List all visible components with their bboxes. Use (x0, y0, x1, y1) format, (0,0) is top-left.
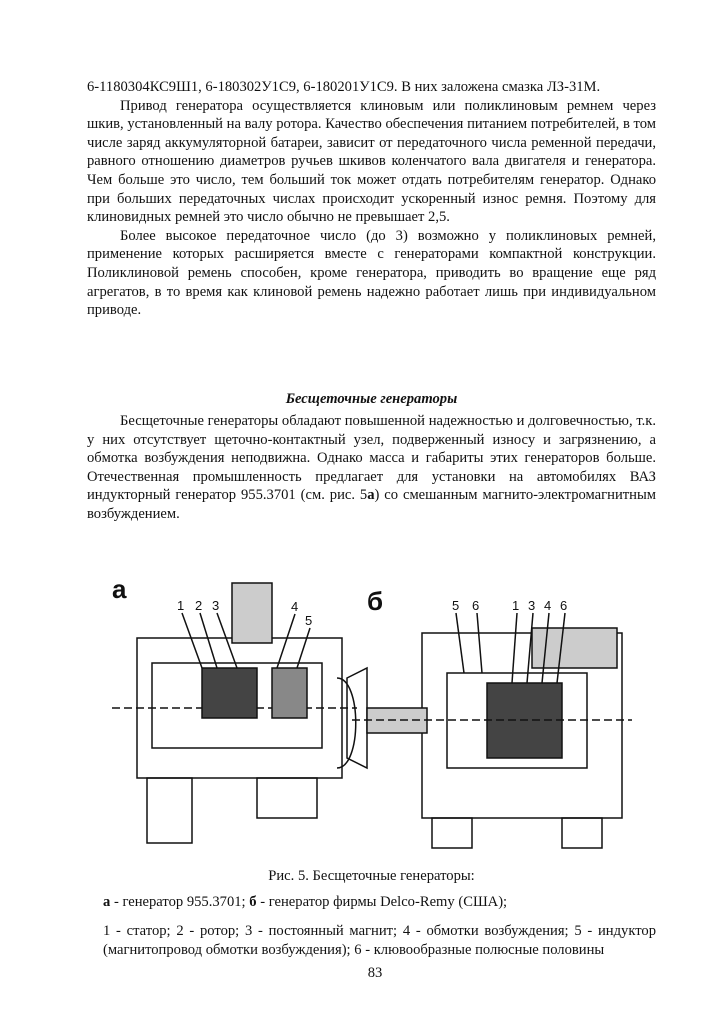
leader-a4 (277, 614, 295, 668)
section-heading: Бесщеточные генераторы (285, 391, 458, 407)
caption-variants (103, 894, 656, 911)
drawing-b (347, 613, 632, 848)
label-a-5: 5 (305, 613, 313, 628)
generator-a-terminal (232, 583, 272, 643)
paragraph-4 (87, 412, 656, 524)
generator-a-rotor (202, 668, 257, 718)
caption-text-a: - генератор 955.3701; (110, 894, 250, 910)
label-a-3: 3 (212, 598, 220, 613)
page-number: 83 (367, 965, 383, 981)
figure-ref-a: а (367, 487, 375, 504)
label-b-6: 6 (472, 598, 480, 613)
leader-a5 (297, 628, 310, 668)
generator-drawings (92, 568, 642, 858)
leader-b5 (456, 613, 464, 673)
leader-a2 (200, 613, 217, 668)
body-text (87, 78, 656, 320)
paragraph-4-part-c: ) со смешанным магнито-электромагнитным возбуждением. (87, 487, 656, 522)
leader-b6 (477, 613, 482, 673)
figure-label-b: б (367, 586, 384, 616)
paragraph-4-part-a: Бесщеточные генераторы обладают повышенной надежностью и долговечностью, т.к. у них отсутствует щеточно-контактный узел, подверженный износу и загрязнению, а обмотка возбуждения неподвижна. Однако масса и габариты этих генераторов больше. Отечественная промышленность предлагает для установки на автомобилях ВАЗ индукторный генератор 955.3701 (см. рис. 5 (87, 413, 656, 504)
label-b-1: 1 (512, 598, 520, 613)
caption-text-b: - генератор фирмы Delco-Remy (США); (256, 894, 508, 910)
caption-key-a: а (103, 894, 111, 910)
label-b-4: 4 (544, 598, 552, 613)
drawing-a (112, 583, 357, 843)
figure-caption: Рис. 5. Бесщеточные генераторы: (268, 868, 475, 884)
paragraph-2: Привод генератора осуществляется клиновым или поликлиновым ремнем через шкив, установленный на валу ротора. Качество обеспечения питанием потребителей, в том числе заряд аккумуляторной батареи, зависит от передаточного числа ременной передачи, равного отношению диаметров ручьев шкивов коленчатого вала двигателя и генератора. Чем больше это число, тем больший ток может отдать потребителям генератор. Однако при больших передаточных числах происходит ускоренный износ ремня. Поэтому для клиновидных ремней это число обычно не превышает 2,5. (87, 97, 656, 226)
paragraph-3: Более высокое передаточное число (до 3) возможно у поликлиновых ремней, применение которых расширяется вместе с генераторами компактной конструкции. Поликлиновой ремень способен, кроме генератора, приводить во вращение еще ряд агрегатов, в то время как клиновой ремень надежно работает лишь при индивидуальном приводе. (87, 227, 656, 319)
caption-legend: 1 - статор; 2 - ротор; 3 - постоянный магнит; 4 - обмотки возбуждения; 5 - индуктор (магнитопровод обмотки возбуждения); 6 - клювообразные полюсные половины (103, 923, 656, 958)
generator-b-foot-left (432, 818, 472, 848)
body-text-2 (87, 412, 656, 524)
label-b-6b: 6 (560, 598, 568, 613)
figure-generators (92, 568, 642, 858)
label-a-1: 1 (177, 598, 185, 613)
figure-label-a: а (112, 574, 127, 604)
label-b-3: 3 (528, 598, 536, 613)
paragraph-1: 6-1180304КС9Ш1, 6-180302У1С9, 6-180201У1С9. В них заложена смазка ЛЗ-31М. (87, 79, 601, 95)
label-a-2: 2 (195, 598, 203, 613)
generator-a-winding (272, 668, 307, 718)
generator-a-foot (257, 778, 317, 818)
label-b-5: 5 (452, 598, 460, 613)
generator-a-mount (147, 778, 192, 843)
generator-b-pulley (347, 668, 367, 768)
generator-b-foot-right (562, 818, 602, 848)
leader-a1 (182, 613, 202, 668)
caption-key-b: б (249, 894, 257, 910)
label-a-4: 4 (291, 599, 299, 614)
